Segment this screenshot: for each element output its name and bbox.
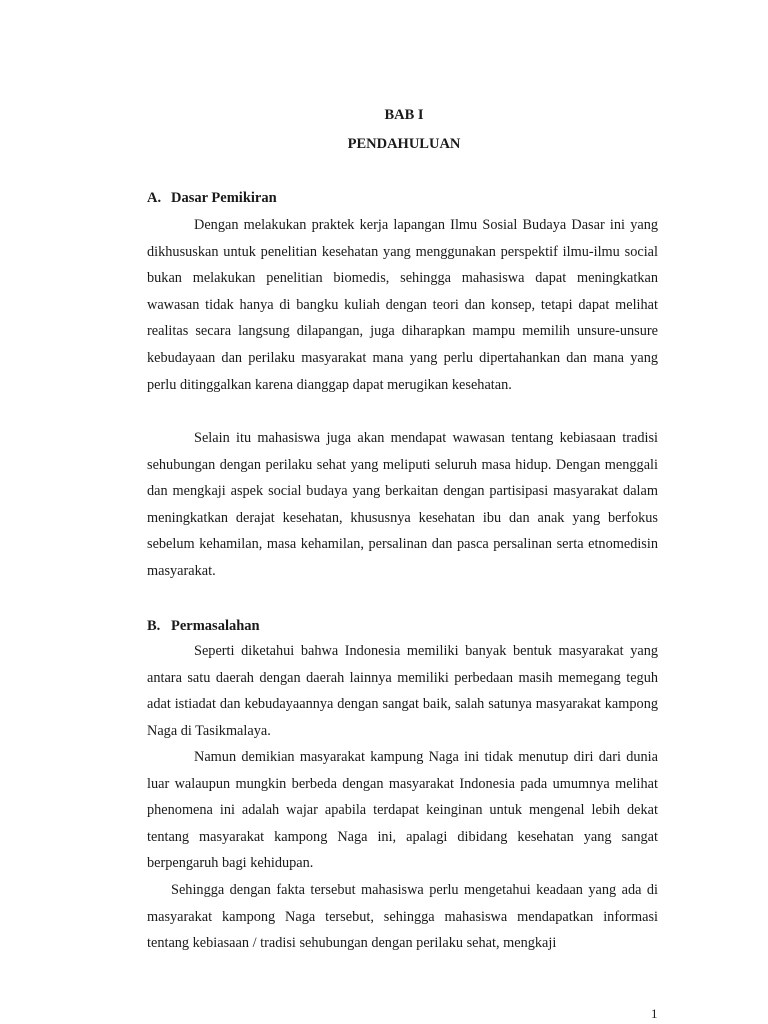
paragraph: Namun demikian masyarakat kampung Naga ini tidak menutup diri dari dunia luar walaupun mungkin berbeda dengan masyarakat Indonesia pada umumnya melihat phenomena ini adalah wajar apabila terdapat keinginan untuk mengenal lebih dekat tentang masyarakat kampong Naga ini, apalagi dibidang kesehatan yang sangat berpengaruh bagi kehidupan. xyxy=(147,749,658,872)
paragraph: Seperti diketahui bahwa Indonesia memiliki banyak bentuk masyarakat yang antara satu daerah dengan daerah lainnya memiliki perbedaan masih memegang teguh adat istiadat dan kebudayaannya dengan sangat baik, salah satunya masyarakat kampong Naga di Tasikmalaya. xyxy=(147,643,658,739)
section-title: Dasar Pemikiran xyxy=(171,190,277,206)
section-title: Permasalahan xyxy=(171,618,260,634)
chapter-title: PENDAHULUAN xyxy=(347,136,461,152)
section-heading-a xyxy=(147,190,277,207)
paragraph: Dengan melakukan praktek kerja lapangan Ilmu Sosial Budaya Dasar ini yang dikhususkan untuk penelitian kesehatan yang menggunakan perspektif ilmu-ilmu social bukan melakukan penelitian biomedis, sehingga mahasiswa dapat meningkatkan wawasan tidak hanya di bangku kuliah dengan teori dan konsep, tetapi dapat melihat realitas secara langsung dilapangan, juga diharapkan mampu memilih unsure-unsure kebudayaan dan perilaku masyarakat mana yang perlu dipertahankan dan mana yang perlu ditinggalkan karena dianggap dapat merugikan kesehatan. xyxy=(147,217,658,393)
section-letter: A. xyxy=(147,190,162,206)
section-letter: B. xyxy=(147,618,161,634)
paragraph: Selain itu mahasiswa juga akan mendapat wawasan tentang kebiasaan tradisi sehubungan dengan perilaku sehat yang meliputi seluruh masa hidup. Dengan menggali dan mengkaji aspek social budaya yang berkaitan dengan partisipasi masyarakat dalam meningkatkan derajat kesehatan, khususnya kesehatan ibu dan anak yang berfokus sebelum kehamilan, masa kehamilan, persalinan dan pasca persalinan serta etnomedisin masyarakat. xyxy=(147,430,658,579)
section-heading-b xyxy=(147,618,260,635)
chapter-number: BAB I xyxy=(384,107,424,123)
paragraph: Sehingga dengan fakta tersebut mahasiswa perlu mengetahui keadaan yang ada di masyarakat kampong Naga tersebut, sehingga mahasiswa mendapatkan informasi tentang kebiasaan / tradisi sehubungan dengan perilaku sehat, mengkaji xyxy=(147,882,658,952)
page-number: 1 xyxy=(651,1006,658,1021)
